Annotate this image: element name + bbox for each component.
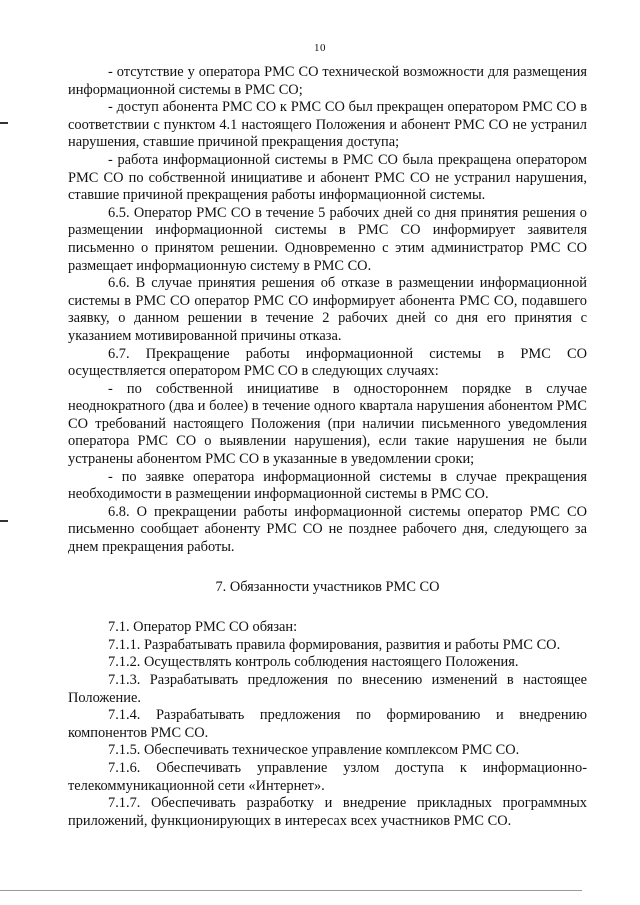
paragraph-item: 7.1.6. Обеспечивать управление узлом доступа к информационно-телекоммуникационной сети «Интернет».: [68, 759, 587, 794]
paragraph-item: 7.1.4. Разрабатывать предложения по формированию и внедрению компонентов РМС СО.: [68, 707, 587, 741]
paragraph-item: - доступ абонента РМС СО к РМС СО был прекращен оператором РМС СО в соответствии с пунктом 4.1 настоящего Положения и абонент РМС СО не устранил нарушения, ставшие причиной прекращения доступа;: [68, 99, 587, 151]
paragraph-item: 7.1.3. Разрабатывать предложения по внесению изменений в настоящее Положение.: [68, 672, 587, 706]
paragraph-item: 6.8. О прекращении работы информационной системы оператор РМС СО письменно сообщает абоненту РМС СО не позднее рабочего дня, следующего за днем прекращения работы.: [68, 503, 587, 556]
page-number: 10: [314, 42, 326, 54]
paragraph-item: 7.1.5. Обеспечивать техническое управление комплексом РМС СО.: [108, 742, 520, 759]
binding-mark-bottom: [0, 520, 8, 522]
paragraph-item: - по собственной инициативе в одностороннем порядке в случае неоднократного (два и более) в течение одного квартала нарушения абонентом РМС СО требований настоящего Положения (при наличии письменного уведомления оператора РМС СО о выявлении нарушения), если такие нарушения не были устранены абонентом РМС СО в указанные в уведомлении сроки;: [68, 380, 587, 468]
paragraph-item: 7.1.7. Обеспечивать разработку и внедрение прикладных программных приложений, функционирующих в интересах всех участников РМС СО.: [68, 795, 587, 829]
paragraph-item: 7.1. Оператор РМС СО обязан:: [108, 619, 298, 636]
document-body: [68, 64, 587, 830]
spacer: [68, 557, 587, 579]
paragraph-item: 6.6. В случае принятия решения об отказе в размещении информационной системы в РМС СО оператор РМС СО информирует абонента РМС СО, подавшего заявку, о данном решении в течение 2 рабочих дней со дня его принятия с указанием мотивированной причины отказа.: [68, 275, 587, 344]
spacer: [68, 596, 587, 619]
binding-mark-top: [0, 122, 8, 124]
paragraph-item: 7.1.2. Осуществлять контроль соблюдения настоящего Положения.: [108, 654, 519, 671]
paragraph-item: 7.1.1. Разрабатывать правила формирования, развития и работы РМС СО.: [108, 636, 561, 653]
section-heading: 7. Обязанности участников РМС СО: [215, 578, 440, 595]
paragraph-item: - отсутствие у оператора РМС СО технической возможности для размещения информационной системы в РМС СО;: [68, 64, 587, 98]
scan-edge-line: [0, 890, 582, 891]
paragraph-item: - работа информационной системы в РМС СО была прекращена оператором РМС СО по собственной инициативе и абонент РМС СО не устранил нарушения, ставшие причиной прекращения работы информационной системы.: [68, 151, 587, 204]
paragraph-item: - по заявке оператора информационной системы в случае прекращения необходимости в размещении информационной системы в РМС СО.: [68, 468, 587, 503]
paragraph-item: 6.7. Прекращение работы информационной системы в РМС СО осуществляется оператором РМС СО в следующих случаях:: [68, 345, 587, 380]
paragraph-item: 6.5. Оператор РМС СО в течение 5 рабочих дней со дня принятия решения о размещении информационной системы в РМС СО информирует заявителя письменно о принятом решении. Одновременно с этим администратор РМС СО размещает информационную систему в РМС СО.: [68, 204, 587, 274]
